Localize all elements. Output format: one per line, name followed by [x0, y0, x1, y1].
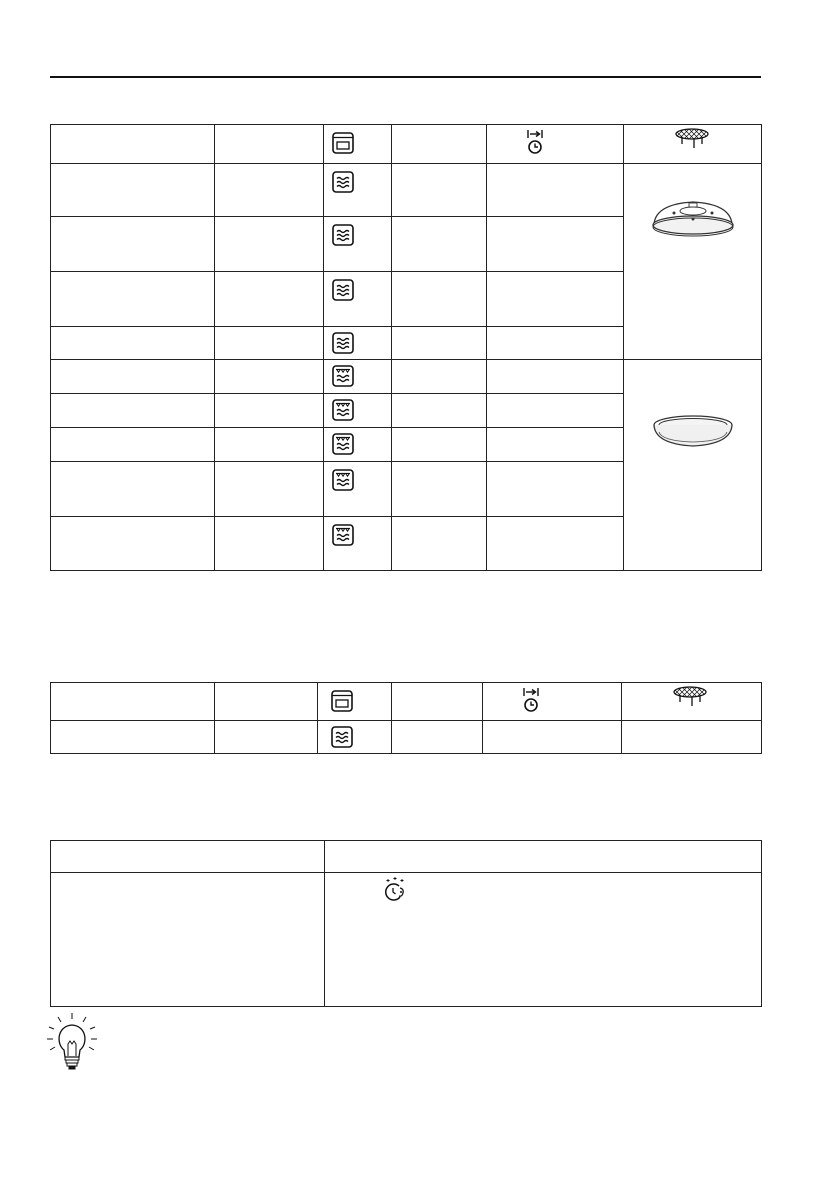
- cell-mode: [324, 517, 392, 571]
- cell-food: [51, 721, 215, 754]
- cell-time: [487, 164, 624, 217]
- cell-time: [487, 517, 624, 571]
- oven-mode-icon: [331, 690, 353, 712]
- light-bulb-tip-icon: [44, 1012, 100, 1074]
- cell-mode: [324, 327, 392, 360]
- cell-weight: [215, 327, 324, 360]
- cell-time: [487, 462, 624, 517]
- dough-rise-icon: [383, 876, 409, 902]
- cell-weight: [215, 217, 324, 272]
- microwave-mode-icon: [332, 332, 354, 354]
- cell-mode: [324, 394, 392, 428]
- header-cell-time: [483, 683, 622, 721]
- header-cell-weight: [215, 125, 324, 164]
- cell-time: [487, 394, 624, 428]
- cell-mode: [324, 217, 392, 272]
- cell-time: [487, 272, 624, 327]
- table-row: [51, 873, 762, 1007]
- header-cell-food: [51, 125, 215, 164]
- cell-mode: [324, 360, 392, 394]
- cell-food: [51, 462, 215, 517]
- microwave-grill-combi-icon: [332, 433, 354, 455]
- cell-power: [392, 272, 487, 327]
- cell-food: [51, 394, 215, 428]
- microwave-mode-icon: [332, 224, 354, 246]
- table-row: [51, 360, 762, 394]
- table-header-row: [51, 841, 762, 873]
- cell-mode: [324, 164, 392, 217]
- header-cell-time: [487, 125, 624, 164]
- header-cell-accessory: [622, 683, 762, 721]
- cooking-time-icon: [522, 687, 540, 713]
- cell-power: [392, 428, 487, 462]
- wire-rack-icon: [672, 127, 712, 151]
- cell-power: [392, 517, 487, 571]
- cell-time: [487, 217, 624, 272]
- cell-food: [51, 428, 215, 462]
- cell-weight: [215, 272, 324, 327]
- microwave-mode-icon: [332, 171, 354, 193]
- cell-time: [487, 428, 624, 462]
- cell-weight: [215, 394, 324, 428]
- cell-time: [487, 327, 624, 360]
- cell-time: [483, 721, 622, 754]
- cell-power: [392, 394, 487, 428]
- microwave-grill-combi-icon: [332, 524, 354, 546]
- cell-power: [392, 217, 487, 272]
- table-row: [51, 164, 762, 217]
- microwave-mode-icon: [331, 726, 353, 748]
- cooking-table-2: [50, 682, 762, 754]
- cell-power: [392, 721, 483, 754]
- cell-weight: [215, 462, 324, 517]
- cell-power: [392, 164, 487, 217]
- cell-accessory-dish: [624, 360, 762, 571]
- cell-weight: [215, 360, 324, 394]
- cooking-table-1: [50, 124, 762, 571]
- cell-time: [487, 360, 624, 394]
- hints-table: [50, 840, 762, 1007]
- cell-mode: [318, 721, 392, 754]
- cell-power: [392, 327, 487, 360]
- cell-food: [51, 327, 215, 360]
- microwave-cover-icon: [648, 196, 738, 246]
- cell-weight: [215, 428, 324, 462]
- microwave-mode-icon: [332, 279, 354, 301]
- crisp-dish-icon: [648, 412, 738, 456]
- header-cell-right: [325, 841, 762, 873]
- cooking-time-icon: [526, 129, 544, 155]
- header-cell-left: [51, 841, 325, 873]
- cell-power: [392, 360, 487, 394]
- header-cell-accessory: [624, 125, 762, 164]
- cell-right: [325, 873, 762, 1007]
- header-cell-power: [392, 683, 483, 721]
- top-rule: [50, 76, 761, 78]
- cell-weight: [215, 517, 324, 571]
- table-row: [51, 721, 762, 754]
- cell-food: [51, 217, 215, 272]
- cell-mode: [324, 428, 392, 462]
- header-cell-power: [392, 125, 487, 164]
- cell-weight: [215, 164, 324, 217]
- cell-accessory-cover: [624, 164, 762, 360]
- cell-left: [51, 873, 325, 1007]
- header-cell-weight: [215, 683, 318, 721]
- cell-accessory: [622, 721, 762, 754]
- oven-mode-icon: [332, 132, 354, 154]
- header-cell-mode: [318, 683, 392, 721]
- microwave-grill-combi-icon: [332, 365, 354, 387]
- microwave-grill-combi-icon: [332, 399, 354, 421]
- cell-food: [51, 164, 215, 217]
- header-cell-mode: [324, 125, 392, 164]
- cell-mode: [324, 462, 392, 517]
- microwave-grill-combi-icon: [332, 469, 354, 491]
- table-header-row: [51, 125, 762, 164]
- cell-food: [51, 360, 215, 394]
- cell-weight: [215, 721, 318, 754]
- cell-mode: [324, 272, 392, 327]
- header-cell-food: [51, 683, 215, 721]
- cell-food: [51, 272, 215, 327]
- wire-rack-icon: [670, 685, 710, 709]
- cell-power: [392, 462, 487, 517]
- cell-food: [51, 517, 215, 571]
- table-header-row: [51, 683, 762, 721]
